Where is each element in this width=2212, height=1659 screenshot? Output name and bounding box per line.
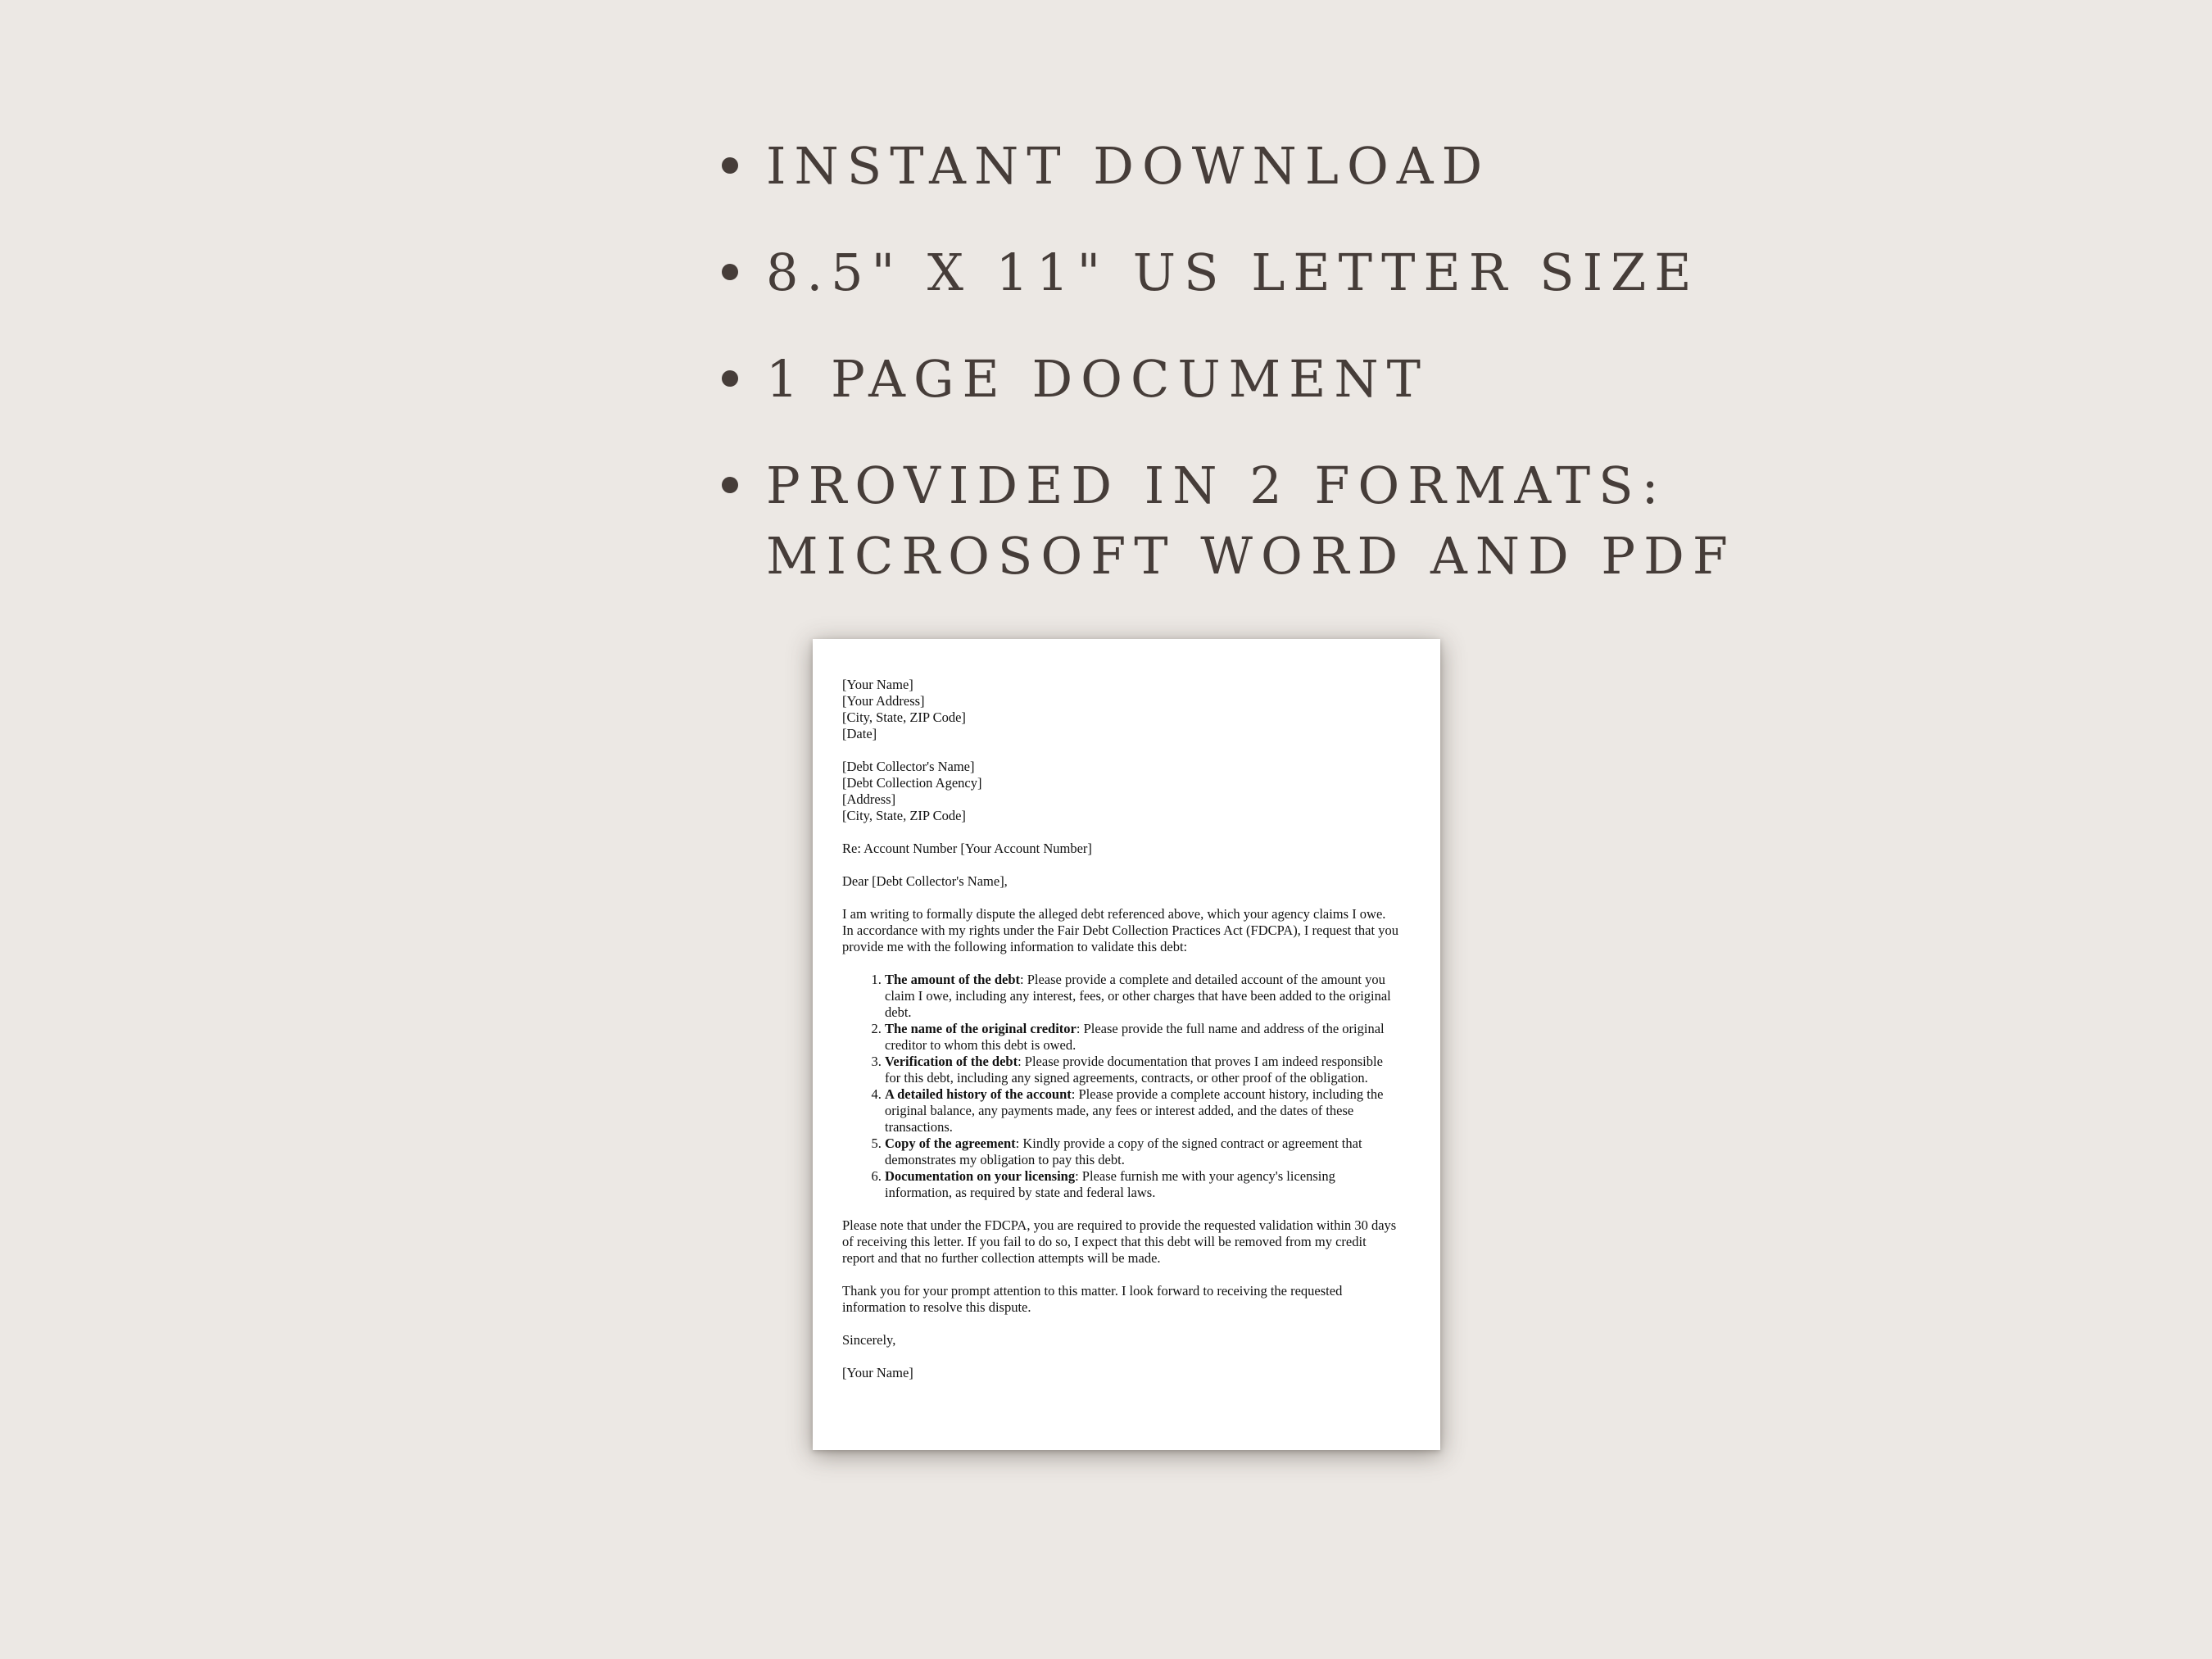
thanks-paragraph: Thank you for your prompt attention to this matter. I look forward to receiving the requested information to resolve this dispute. <box>842 1283 1343 1315</box>
recipient-city: [City, State, ZIP Code] <box>842 808 966 823</box>
recipient-agency: [Debt Collection Agency] <box>842 775 982 791</box>
item-text: : Please provide a complete and detailed account of the amount you claim I owe, including any interest, fees, or other charges that have been added to the original debt. <box>885 972 1391 1020</box>
item-text: : Kindly provide a copy of the signed contract or agreement that demonstrates my obligation to pay this debt. <box>885 1135 1362 1167</box>
feature-item <box>717 238 1864 308</box>
list-item <box>885 1054 1399 1086</box>
sender-block <box>842 677 1399 742</box>
recipient-name: [Debt Collector's Name] <box>842 759 975 774</box>
item-title: Verification of the debt <box>885 1054 1018 1069</box>
feature-item <box>717 344 1864 415</box>
bullet-icon <box>722 264 738 280</box>
sender-city: [City, State, ZIP Code] <box>842 709 966 725</box>
item-title: The amount of the debt <box>885 972 1021 987</box>
list-item <box>885 1021 1399 1054</box>
notice-paragraph: Please note that under the FDCPA, you are required to provide the requested validation within 30 days of receiving this letter. If you fail to do so, I expect that this debt will be removed from my credit report and that no further collection attempts will be made. <box>842 1217 1397 1266</box>
recipient-block <box>842 759 1399 824</box>
item-title: Documentation on your licensing <box>885 1168 1076 1184</box>
feature-text: 1 PAGE DOCUMENT <box>766 349 1430 409</box>
list-item <box>885 1135 1399 1168</box>
list-item <box>885 1168 1399 1201</box>
item-text: : Please provide a complete account history, including the original balance, any payments made, any fees or interest added, and the dates of these transactions. <box>885 1086 1384 1135</box>
feature-text: PROVIDED IN 2 FORMATS: <box>766 456 1667 515</box>
sender-date: [Date] <box>842 726 877 741</box>
letter-preview <box>813 639 1440 1450</box>
salutation: Dear [Debt Collector's Name], <box>842 873 1008 889</box>
item-text: : Please provide documentation that proves I am indeed responsible for this debt, including any signed agreements, contracts, or other proof of the obligation. <box>885 1054 1383 1086</box>
recipient-address: [Address] <box>842 791 896 807</box>
list-item <box>885 1086 1399 1135</box>
feature-list <box>717 131 1864 628</box>
item-text: : Please furnish me with your agency's licensing information, as required by state and federal laws. <box>885 1168 1335 1200</box>
feature-item <box>717 131 1864 202</box>
feature-text: 8.5" X 11" US LETTER SIZE <box>766 243 1700 302</box>
list-item <box>885 972 1399 1021</box>
intro-paragraph: I am writing to formally dispute the alleged debt referenced above, which your agency claims I owe. In accordance with my rights under the Fair Debt Collection Practices Act (FDCPA), I request that you provide me with the following information to validate this debt: <box>842 906 1398 954</box>
item-title: A detailed history of the account <box>885 1086 1072 1102</box>
request-list <box>842 972 1399 1201</box>
feature-item <box>717 451 1864 592</box>
item-title: The name of the original creditor <box>885 1021 1077 1036</box>
feature-text: INSTANT DOWNLOAD <box>766 136 1491 196</box>
closing: Sincerely, <box>842 1332 896 1348</box>
bullet-icon <box>722 157 738 174</box>
subject-line: Re: Account Number [Your Account Number] <box>842 841 1092 856</box>
item-text: : Please provide the full name and address of the original creditor to whom this debt is owed. <box>885 1021 1385 1053</box>
bullet-icon <box>722 477 738 493</box>
sender-address: [Your Address] <box>842 693 925 709</box>
feature-text: MICROSOFT WORD AND PDF <box>766 526 1736 586</box>
sender-name: [Your Name] <box>842 677 913 692</box>
item-title: Copy of the agreement <box>885 1135 1016 1151</box>
bullet-icon <box>722 370 738 387</box>
signature: [Your Name] <box>842 1365 913 1380</box>
